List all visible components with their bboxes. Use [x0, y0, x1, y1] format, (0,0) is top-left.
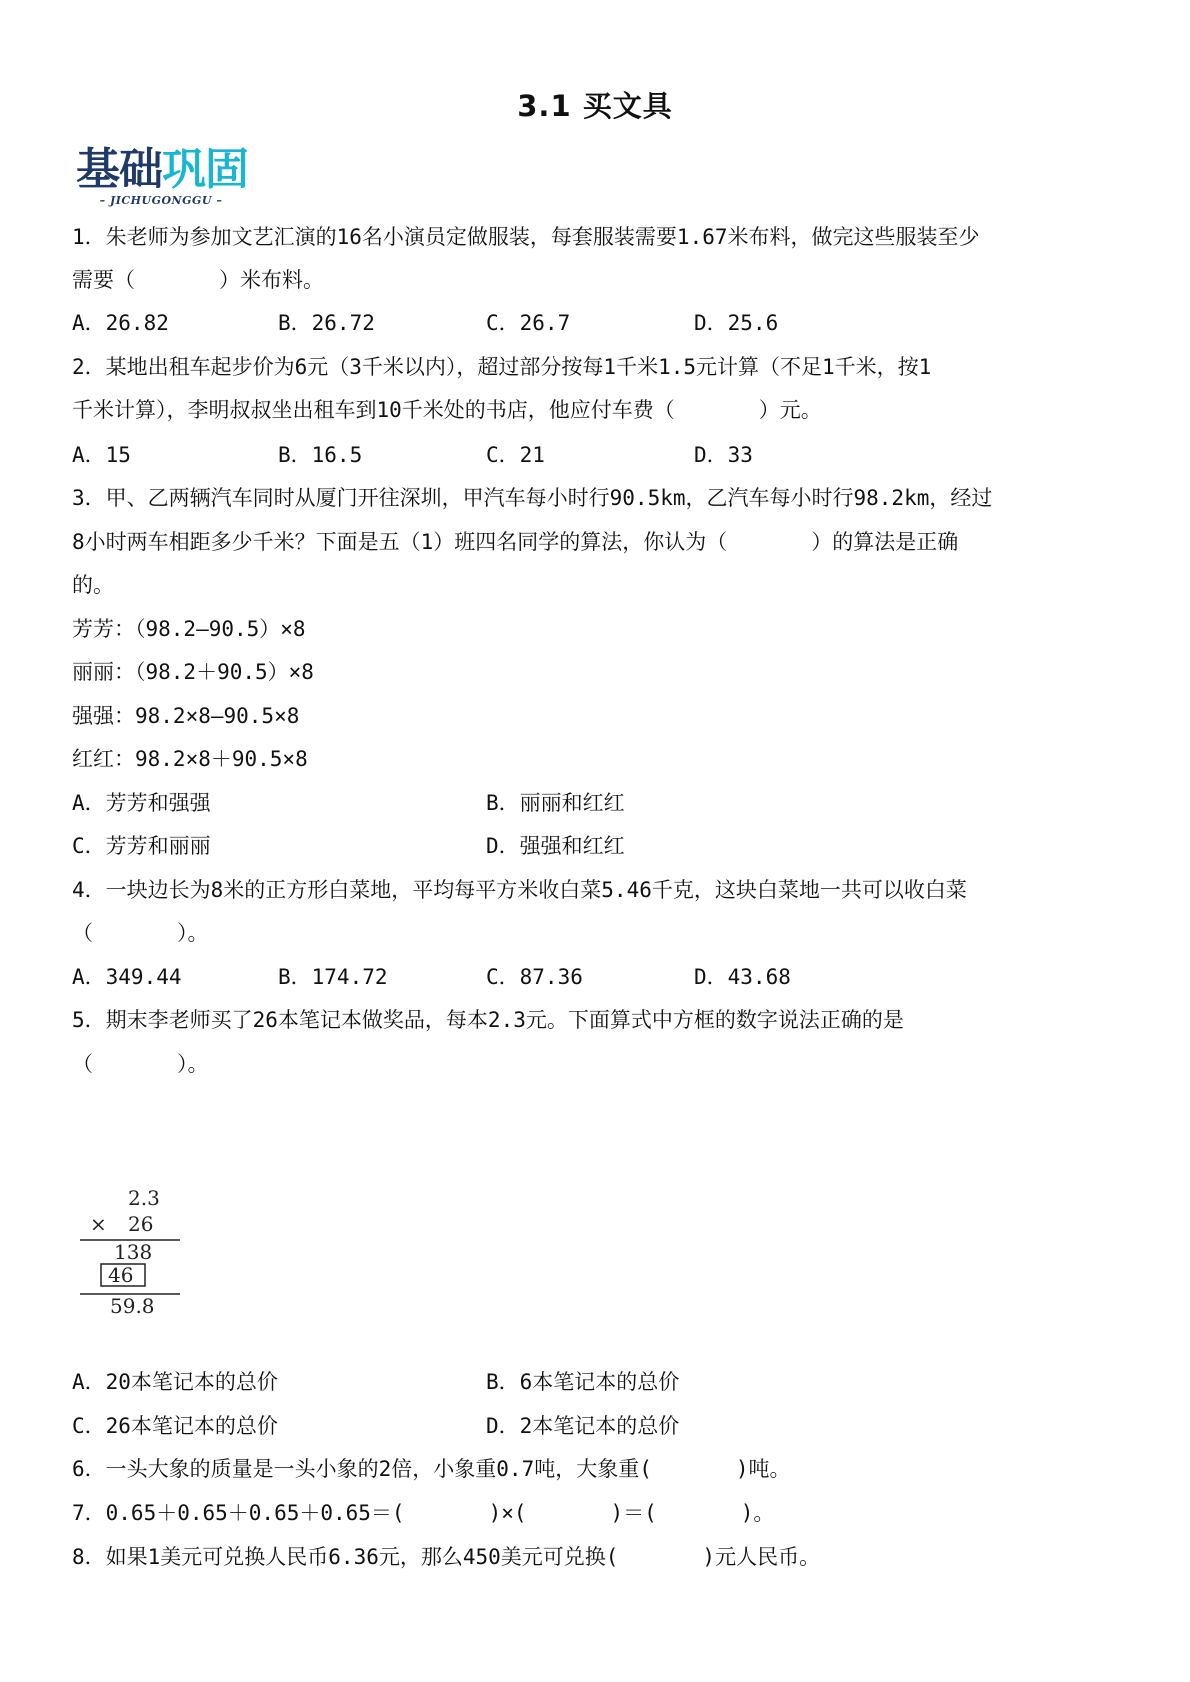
- q2-option-c[interactable]: C．21: [486, 443, 545, 467]
- q2-option-a[interactable]: A．15: [72, 443, 131, 467]
- q3-method-fangfang: 芳芳：（98.2—90.5）×8: [72, 617, 306, 641]
- q3-method-honghong: 红红：98.2×8＋90.5×8: [72, 747, 308, 771]
- q1-text-line2: 需要（ ）米布料。: [72, 268, 324, 292]
- calc-partial-product-1: 138: [114, 1240, 153, 1264]
- page-title: 3.1 买文具: [517, 89, 673, 123]
- calc-multiplicand: 2.3: [128, 1186, 160, 1210]
- q1-text-line1: 1．朱老师为参加文艺汇演的16名小演员定做服装，每套服装需要1.67米布料，做完这些服装至少: [72, 225, 980, 249]
- q4-option-b[interactable]: B．174.72: [278, 965, 388, 989]
- q3-method-lili: 丽丽：（98.2＋90.5）×8: [72, 660, 314, 684]
- q5-text-line2: （ ）。: [72, 1052, 209, 1076]
- q5-option-c[interactable]: C．26本笔记本的总价: [72, 1414, 278, 1438]
- calc-multiplier: 26: [128, 1212, 154, 1236]
- q4-option-d[interactable]: D．43.68: [694, 965, 791, 989]
- q2-option-b[interactable]: B．16.5: [278, 443, 363, 467]
- q3-text-line1: 3．甲、乙两辆汽车同时从厦门开往深圳，甲汽车每小时行90.5km，乙汽车每小时行98.2km，经过: [72, 486, 993, 510]
- logo-text-consolidate: 巩固: [162, 144, 248, 195]
- q1-option-a[interactable]: A．26.82: [72, 311, 169, 335]
- q1-option-d[interactable]: D．25.6: [694, 311, 779, 335]
- calc-times-sign: ×: [90, 1212, 107, 1236]
- logo-text-basic: 基础: [76, 144, 162, 195]
- q1-option-b[interactable]: B．26.72: [278, 311, 375, 335]
- q5-option-a[interactable]: A．20本笔记本的总价: [72, 1370, 278, 1394]
- q5-option-d[interactable]: D．2本笔记本的总价: [486, 1414, 680, 1438]
- q2-text-line2: 千米计算），李明叔叔坐出租车到10千米处的书店，他应付车费（ ）元。: [72, 398, 822, 422]
- q2-option-d[interactable]: D．33: [694, 443, 753, 467]
- q3-method-qiangqiang: 强强：98.2×8—90.5×8: [72, 704, 300, 728]
- logo-subtitle: – JICHUGONGGU –: [99, 194, 223, 207]
- q4-option-c[interactable]: C．87.36: [486, 965, 583, 989]
- section-logo: [76, 146, 290, 214]
- q5-vertical-multiplication: [72, 1180, 192, 1320]
- q2-text-line1: 2．某地出租车起步价为6元（3千米以内），超过部分按每1千米1.5元计算（不足1千米，按1: [72, 355, 932, 379]
- q3-option-c[interactable]: C．芳芳和丽丽: [72, 834, 211, 858]
- q3-text-line3: 的。: [72, 573, 114, 597]
- q3-option-b[interactable]: B．丽丽和红红: [486, 791, 625, 815]
- q3-option-d[interactable]: D．强强和红红: [486, 834, 625, 858]
- q1-option-c[interactable]: C．26.7: [486, 311, 571, 335]
- q8-text: 8．如果1美元可兑换人民币6.36元，那么450美元可兑换( )元人民币。: [72, 1545, 821, 1569]
- q3-option-a[interactable]: A．芳芳和强强: [72, 791, 211, 815]
- q4-text-line1: 4．一块边长为8米的正方形白菜地，平均每平方米收白菜5.46千克，这块白菜地一共可以收白菜: [72, 878, 967, 902]
- calc-result: 59.8: [110, 1294, 155, 1318]
- q5-text-line1: 5．期末李老师买了26本笔记本做奖品，每本2.3元。下面算式中方框的数字说法正确的是: [72, 1008, 904, 1032]
- q5-option-b[interactable]: B．6本笔记本的总价: [486, 1370, 680, 1394]
- q6-text: 6．一头大象的质量是一头小象的2倍，小象重0.7吨，大象重( )吨。: [72, 1457, 791, 1481]
- calc-partial-product-2: 46: [108, 1263, 134, 1287]
- q3-text-line2: 8小时两车相距多少千米？下面是五（1）班四名同学的算法，你认为（ ）的算法是正确: [72, 530, 959, 554]
- q4-option-a[interactable]: A．349.44: [72, 965, 182, 989]
- q7-text: 7．0.65＋0.65＋0.65＋0.65＝( )×( )＝( )。: [72, 1501, 775, 1525]
- q4-text-line2: （ ）。: [72, 921, 209, 945]
